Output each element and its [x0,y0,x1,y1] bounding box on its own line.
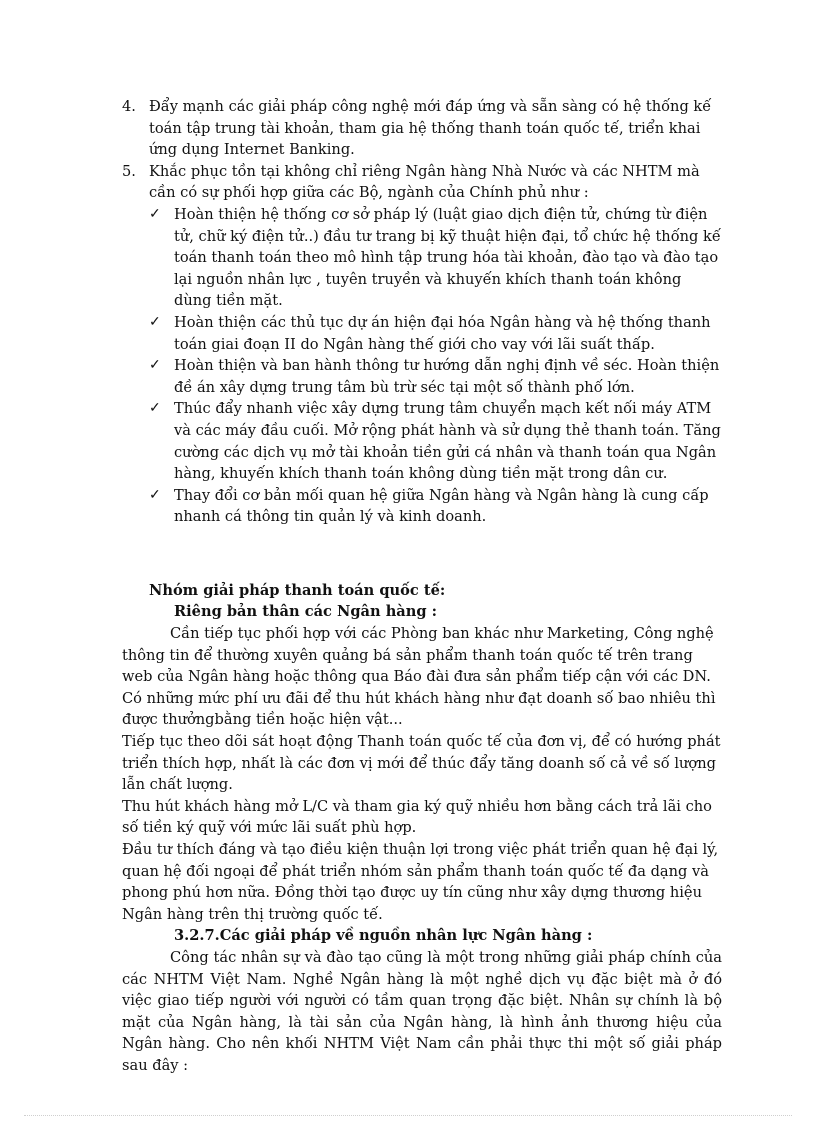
section-subheading: Riêng bản thân các Ngân hàng : [174,603,438,621]
paragraph: Công tác nhân sự và đào tạo cũng là một trong những giải pháp chính của các NHTM Việt Nam. Nghề Ngân hàng là một nghề dịch vụ đặc biệt mà ở đó việc giao tiếp người với người có tầm quan trọng đặc biệt. Nhân sự chính là bộ mặt của Ngân hàng, là tài sản của Ngân hàng, là hình ảnh thương hiệu của Ngân hàng. Cho nên khối NHTM Việt Nam cần phải thực thi một số giải pháp sau đây : [122,948,722,1074]
list-item-text: Thúc đẩy nhanh việc xây dựng trung tâm chuyển mạch kết nối máy ATM và các máy đầu cuối. Mở rộng phát hành và sử dụng thẻ thanh toán. Tăng cường các dịch vụ mở tài khoản tiền gửi cá nhân và thanh toán qua Ngân hàng, khuyến khích thanh toán không dùng tiền mặt trong dân cư. [174,400,721,483]
section-heading-hr: 3.2.7.Các giải pháp về nguồn nhân lực Ngân hàng : [174,927,593,945]
numbered-item-4 [122,96,722,161]
list-item [149,398,722,484]
list-item [149,204,722,312]
page-bottom-divider [24,1115,792,1116]
item-number: 4. [122,98,136,115]
list-item-text: Hoàn thiện và ban hành thông tư hướng dẫn nghị định về séc. Hoàn thiện đề án xây dựng trung tâm bù trừ séc tại một số thành phố lớn. [174,357,720,396]
paragraph: Tiếp tục theo dõi sát hoạt động Thanh toán quốc tế của đơn vị, để có hướng phát triển thích hợp, nhất là các đơn vị mới để thúc đẩy tăng doanh số cả về số lượng lẫn chất lượng. [122,733,721,794]
list-item [149,312,722,355]
check-icon: ✓ [149,486,161,503]
numbered-item-5 [122,161,722,204]
list-item-text: Hoàn thiện các thủ tục dự án hiện đại hóa Ngân hàng và hệ thống thanh toán giai đoạn II do Ngân hàng thế giới cho vay với lãi suất thấp. [174,313,711,353]
check-list [122,204,722,528]
document-page [122,96,722,1077]
section-heading-international: Nhóm giải pháp thanh toán quốc tế: [149,581,446,599]
check-icon: ✓ [149,313,161,330]
item-text: Đẩy mạnh các giải pháp công nghệ mới đáp ứng và sẵn sàng có hệ thống kế toán tập trung tài khoản, tham gia hệ thống thanh toán quốc tế, triển khai ứng dụng Internet Banking. [149,98,712,159]
paragraph: Đầu tư thích đáng và tạo điều kiện thuận lợi trong việc phát triển quan hệ đại lý, quan hệ đối ngoại để phát triển nhóm sản phẩm thanh toán quốc tế đa dạng và phong phú hơn nữa. Đồng thời tạo được uy tín cũng như xây dựng thương hiệu Ngân hàng trên thị trường quốc tế. [122,841,719,923]
item-number: 5. [122,162,136,180]
list-item-text: Thay đổi cơ bản mối quan hệ giữa Ngân hàng và Ngân hàng là cung cấp nhanh cá thông tin quản lý và kinh doanh. [174,486,709,526]
check-icon: ✓ [149,205,161,222]
check-icon: ✓ [149,400,161,417]
list-item [149,355,722,398]
check-icon: ✓ [149,357,161,374]
item-text: Khắc phục tồn tại không chỉ riêng Ngân hàng Nhà Nước và các NHTM mà cần có sự phối hợp giữa các Bộ, ngành của Chính phủ như : [149,162,700,202]
paragraph: Cần tiếp tục phối hợp với các Phòng ban khác như Marketing, Công nghệ thông tin để thường xuyên quảng bá sản phẩm thanh toán quốc tế trên trang web của Ngân hàng hoặc thông qua Báo đài đưa sản phẩm tiếp cận với các DN. Có những mức phí ưu đãi để thu hút khách hàng như đạt doanh số bao nhiêu thì được thưởngbằng tiền hoặc hiện vật... [122,625,716,729]
list-item [149,485,722,528]
list-item-text: Hoàn thiện hệ thống cơ sở pháp lý (luật giao dịch điện tử, chứng từ điện tử, chữ ký điện tử..) đầu tư trang bị kỹ thuật hiện đại, tổ chức hệ thống kế toán thanh toán theo mô hình tập trung hóa tài khoản, đào tạo và đào tạo lại nguồn nhân lực , tuyên truyền và khuyến khích thanh toán không dùng tiền mặt. [174,205,721,310]
paragraph: Thu hút khách hàng mở L/C và tham gia ký quỹ nhiều hơn bằng cách trả lãi cho số tiền ký quỹ với mức lãi suất phù hợp. [122,797,712,837]
